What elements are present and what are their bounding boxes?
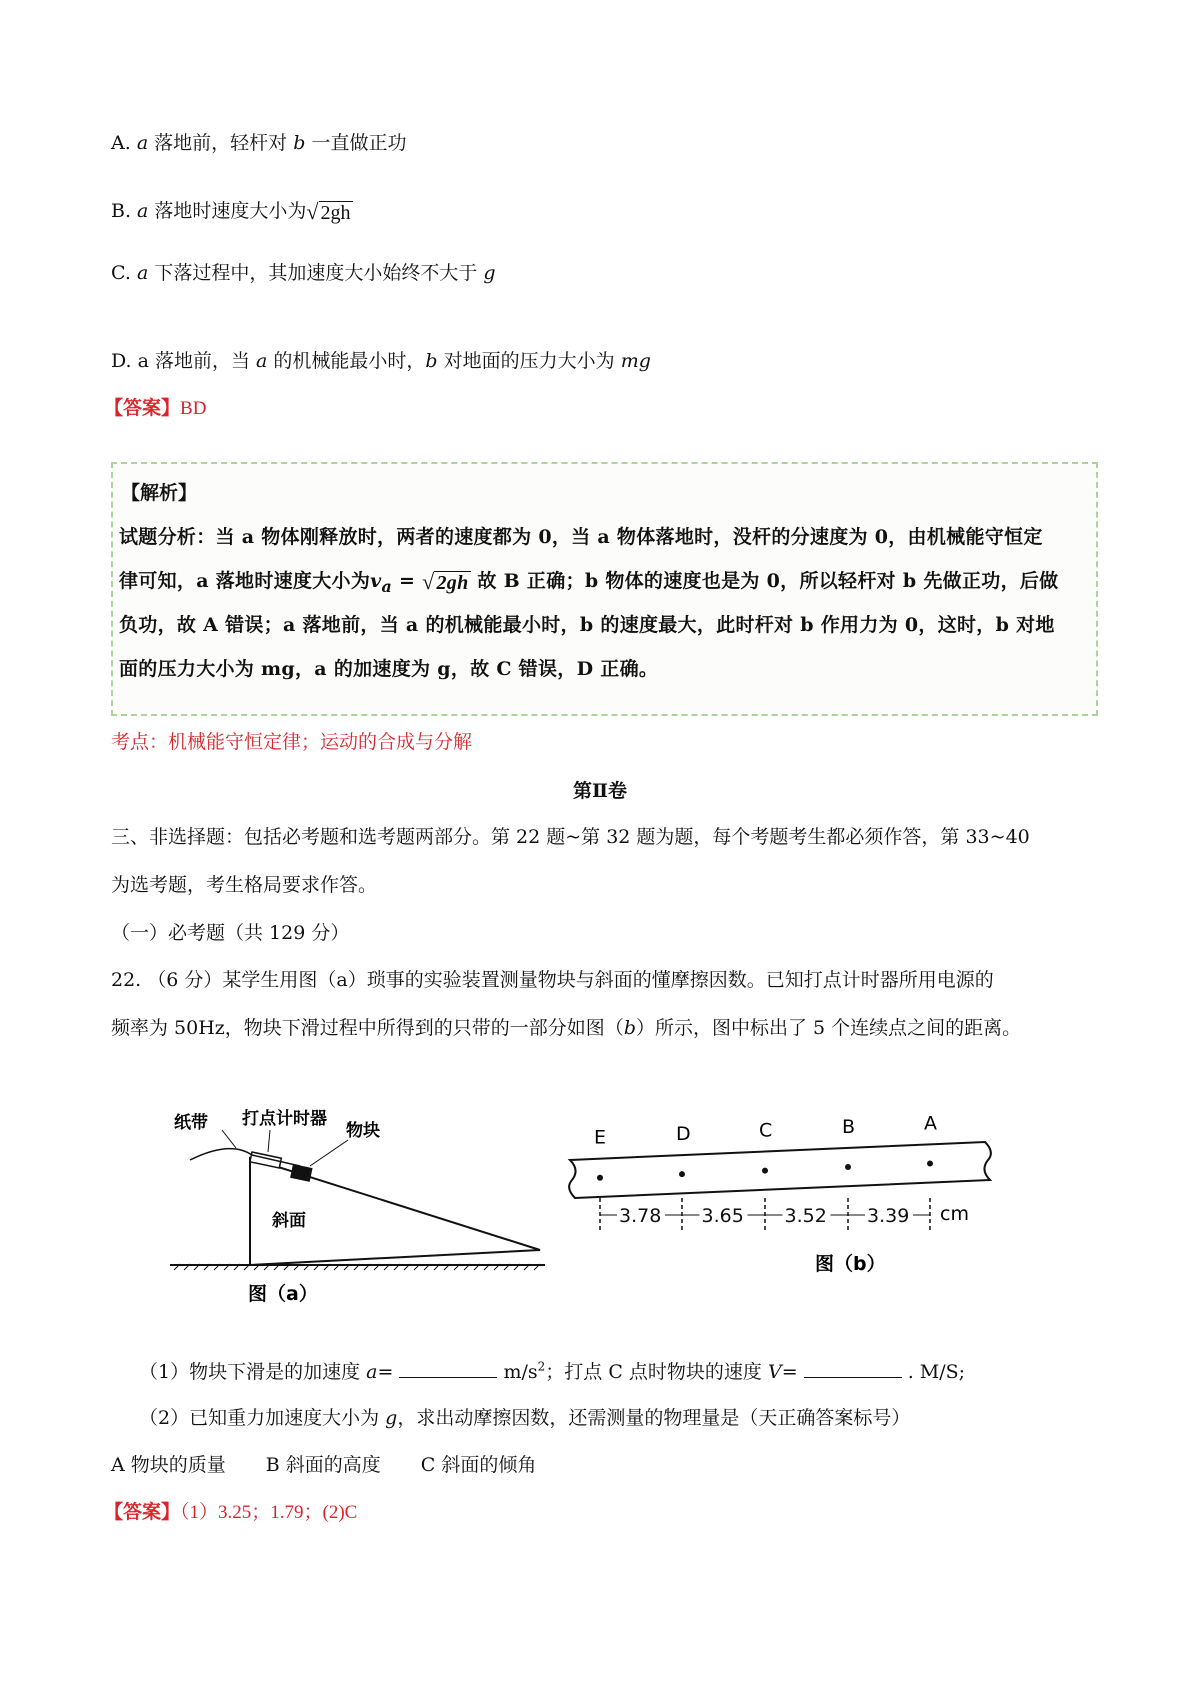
figure-a: [160, 1100, 560, 1310]
answer-label: 【答案】: [104, 397, 181, 419]
q22-line-2-end: ）所示，图中标出了 5 个连续点之间的距离。: [635, 1017, 1022, 1039]
point-label-c: C: [759, 1119, 773, 1142]
var-a: a: [137, 200, 149, 222]
q22-line-1: 22. （6 分）某学生用图（a）琐事的实验装置测量物块与斜面的懂摩擦因数。已知打点计时器所用电源的: [111, 969, 994, 991]
var-b: b: [623, 1017, 636, 1039]
figure-b-caption: 图（b）: [815, 1253, 886, 1275]
figure-a-caption: 图（a）: [248, 1283, 318, 1305]
tape-point-d: [679, 1171, 685, 1177]
q22-line-2: [111, 1013, 1021, 1040]
kaodian-line: 考点：机械能守恒定律；运动的合成与分解: [111, 731, 473, 753]
option-a-text2: 一直做正功: [305, 132, 407, 154]
sub1-start: （1）物块下滑是的加速度: [139, 1361, 367, 1383]
option-b-prefix: B.: [111, 200, 138, 222]
choices-row: [111, 1450, 536, 1477]
sub1-mid: ；打点 C 点时物块的速度: [545, 1361, 768, 1383]
tape-point-a: [927, 1161, 933, 1167]
equals-sign-2: =: [781, 1361, 804, 1383]
choice-b: B 斜面的高度: [265, 1454, 381, 1476]
point-label-b: B: [842, 1116, 856, 1139]
answer-value: BD: [180, 398, 207, 419]
part3-line-1: 三、非选择题：包括必考题和选考题两部分。第 22 题~第 32 题为题，每个考题考生都必须作答，第 33~40: [111, 826, 1030, 848]
var-a: a: [136, 262, 149, 284]
unit-ms: m/s: [497, 1361, 538, 1383]
sub2-start: （2）已知重力加速度大小为: [139, 1407, 386, 1429]
answer-1: [104, 393, 206, 420]
var-a: a: [136, 132, 149, 154]
distance-label-4: 3.39: [867, 1205, 910, 1227]
option-d-prefix: D. a 落地前，当: [111, 350, 257, 372]
distance-label-3: 3.52: [784, 1205, 827, 1227]
option-b-text1: 落地时速度大小为: [148, 200, 307, 222]
sub-question-1: [139, 1357, 965, 1384]
equals-sign: =: [377, 1361, 400, 1383]
option-a: [111, 128, 406, 155]
sqrt-body: 2gh: [320, 202, 351, 224]
var-a: a: [256, 350, 268, 372]
section-title: 第Ⅱ卷: [572, 780, 627, 802]
equals-sign: =: [392, 570, 423, 592]
analysis-title: 【解析】: [121, 482, 198, 504]
tape-point-c: [762, 1168, 768, 1174]
answer-2: [104, 1497, 357, 1524]
option-d-text2: 对地面的压力大小为: [437, 350, 621, 372]
option-a-prefix: A.: [111, 132, 137, 154]
tape-point-e: [597, 1175, 603, 1181]
var-v-subscript: a: [381, 576, 393, 596]
unit-label: cm: [940, 1203, 969, 1225]
analysis-line-1: 试题分析：当 a 物体刚释放时，两者的速度都为 0，当 a 物体落地时，没杆的分速度为 0，由机械能守恒定: [119, 526, 1043, 548]
blank-velocity[interactable]: [804, 1359, 902, 1378]
leader-tape: [222, 1130, 236, 1148]
paper-tape: [190, 1149, 300, 1166]
option-c-prefix: C.: [111, 262, 137, 284]
option-c: [111, 258, 496, 285]
sqrt-expression: √ 2gh: [306, 199, 351, 224]
choice-a: A 物块的质量: [111, 1454, 226, 1476]
analysis-line-2-end: 故 B 正确；b 物体的速度也是为 0，所以轻杆对 b 先做正功，后做: [470, 570, 1059, 592]
var-v: V: [767, 1361, 782, 1383]
option-d: [111, 346, 651, 373]
sqrt-expression: √ 2gh: [422, 569, 469, 594]
distance-label-1: 3.78: [619, 1205, 662, 1227]
analysis-line-3: 负功，故 A 错误；a 落地前，当 a 的机械能最小时，b 的速度最大，此时杆对 b 作用力为 0，这时，b 对地: [119, 614, 1055, 636]
option-c-text1: 下落过程中，其加速度大小始终不大于: [148, 262, 484, 284]
blank-acceleration[interactable]: [399, 1359, 497, 1378]
choice-c: C 斜面的倾角: [420, 1454, 537, 1476]
option-b: [111, 196, 353, 225]
label-block: 物块: [346, 1121, 380, 1141]
label-slope: 斜面: [272, 1211, 306, 1231]
var-g: g: [483, 262, 496, 284]
required-heading: （一）必考题（共 129 分）: [111, 922, 350, 944]
label-timer: 打点计时器: [242, 1109, 327, 1129]
option-a-text1: 落地前，轻杆对: [148, 132, 294, 154]
var-v: v: [370, 570, 382, 592]
leader-block: [310, 1140, 348, 1166]
analysis-line-2-start: 律可知，a 落地时速度大小为: [119, 570, 371, 592]
var-b: b: [293, 132, 306, 154]
answer-value: （1）3.25；1.79；(2)C: [180, 1502, 358, 1523]
tape-point-b: [845, 1164, 851, 1170]
analysis-line-2: [119, 566, 1058, 596]
answer-label: 【答案】: [104, 1501, 181, 1523]
var-g: g: [385, 1407, 398, 1429]
part3-line-2: 为选考题，考生格局要求作答。: [111, 874, 378, 896]
point-label-e: E: [594, 1126, 607, 1149]
unit-sup: 2: [537, 1359, 546, 1374]
label-tape: 纸带: [174, 1113, 208, 1133]
analysis-box: [111, 462, 1098, 716]
var-b: b: [425, 350, 438, 372]
tape-strip: [569, 1142, 991, 1198]
q22-line-2-start: 频率为 50Hz，物块下滑过程中所得到的只带的一部分如图（: [111, 1017, 624, 1039]
sub1-end: . M/S;: [901, 1361, 966, 1383]
block: [290, 1164, 312, 1182]
sqrt-body: 2gh: [436, 572, 469, 594]
sub-question-2: [139, 1403, 910, 1430]
leader-timer: [268, 1130, 270, 1152]
analysis-line-4: 面的压力大小为 mg，a 的加速度为 g，故 C 错误，D 正确。: [119, 658, 659, 680]
distance-label-2: 3.65: [701, 1205, 744, 1227]
var-mg: mg: [620, 350, 651, 372]
figure-b: [560, 1100, 1050, 1300]
point-label-a: A: [924, 1112, 937, 1135]
point-label-d: D: [676, 1123, 691, 1146]
var-a: a: [366, 1361, 378, 1383]
sub2-end: ，求出动摩擦因数，还需测量的物理量是（天正确答案标号）: [397, 1407, 911, 1429]
option-d-text1: 的机械能最小时，: [267, 350, 426, 372]
